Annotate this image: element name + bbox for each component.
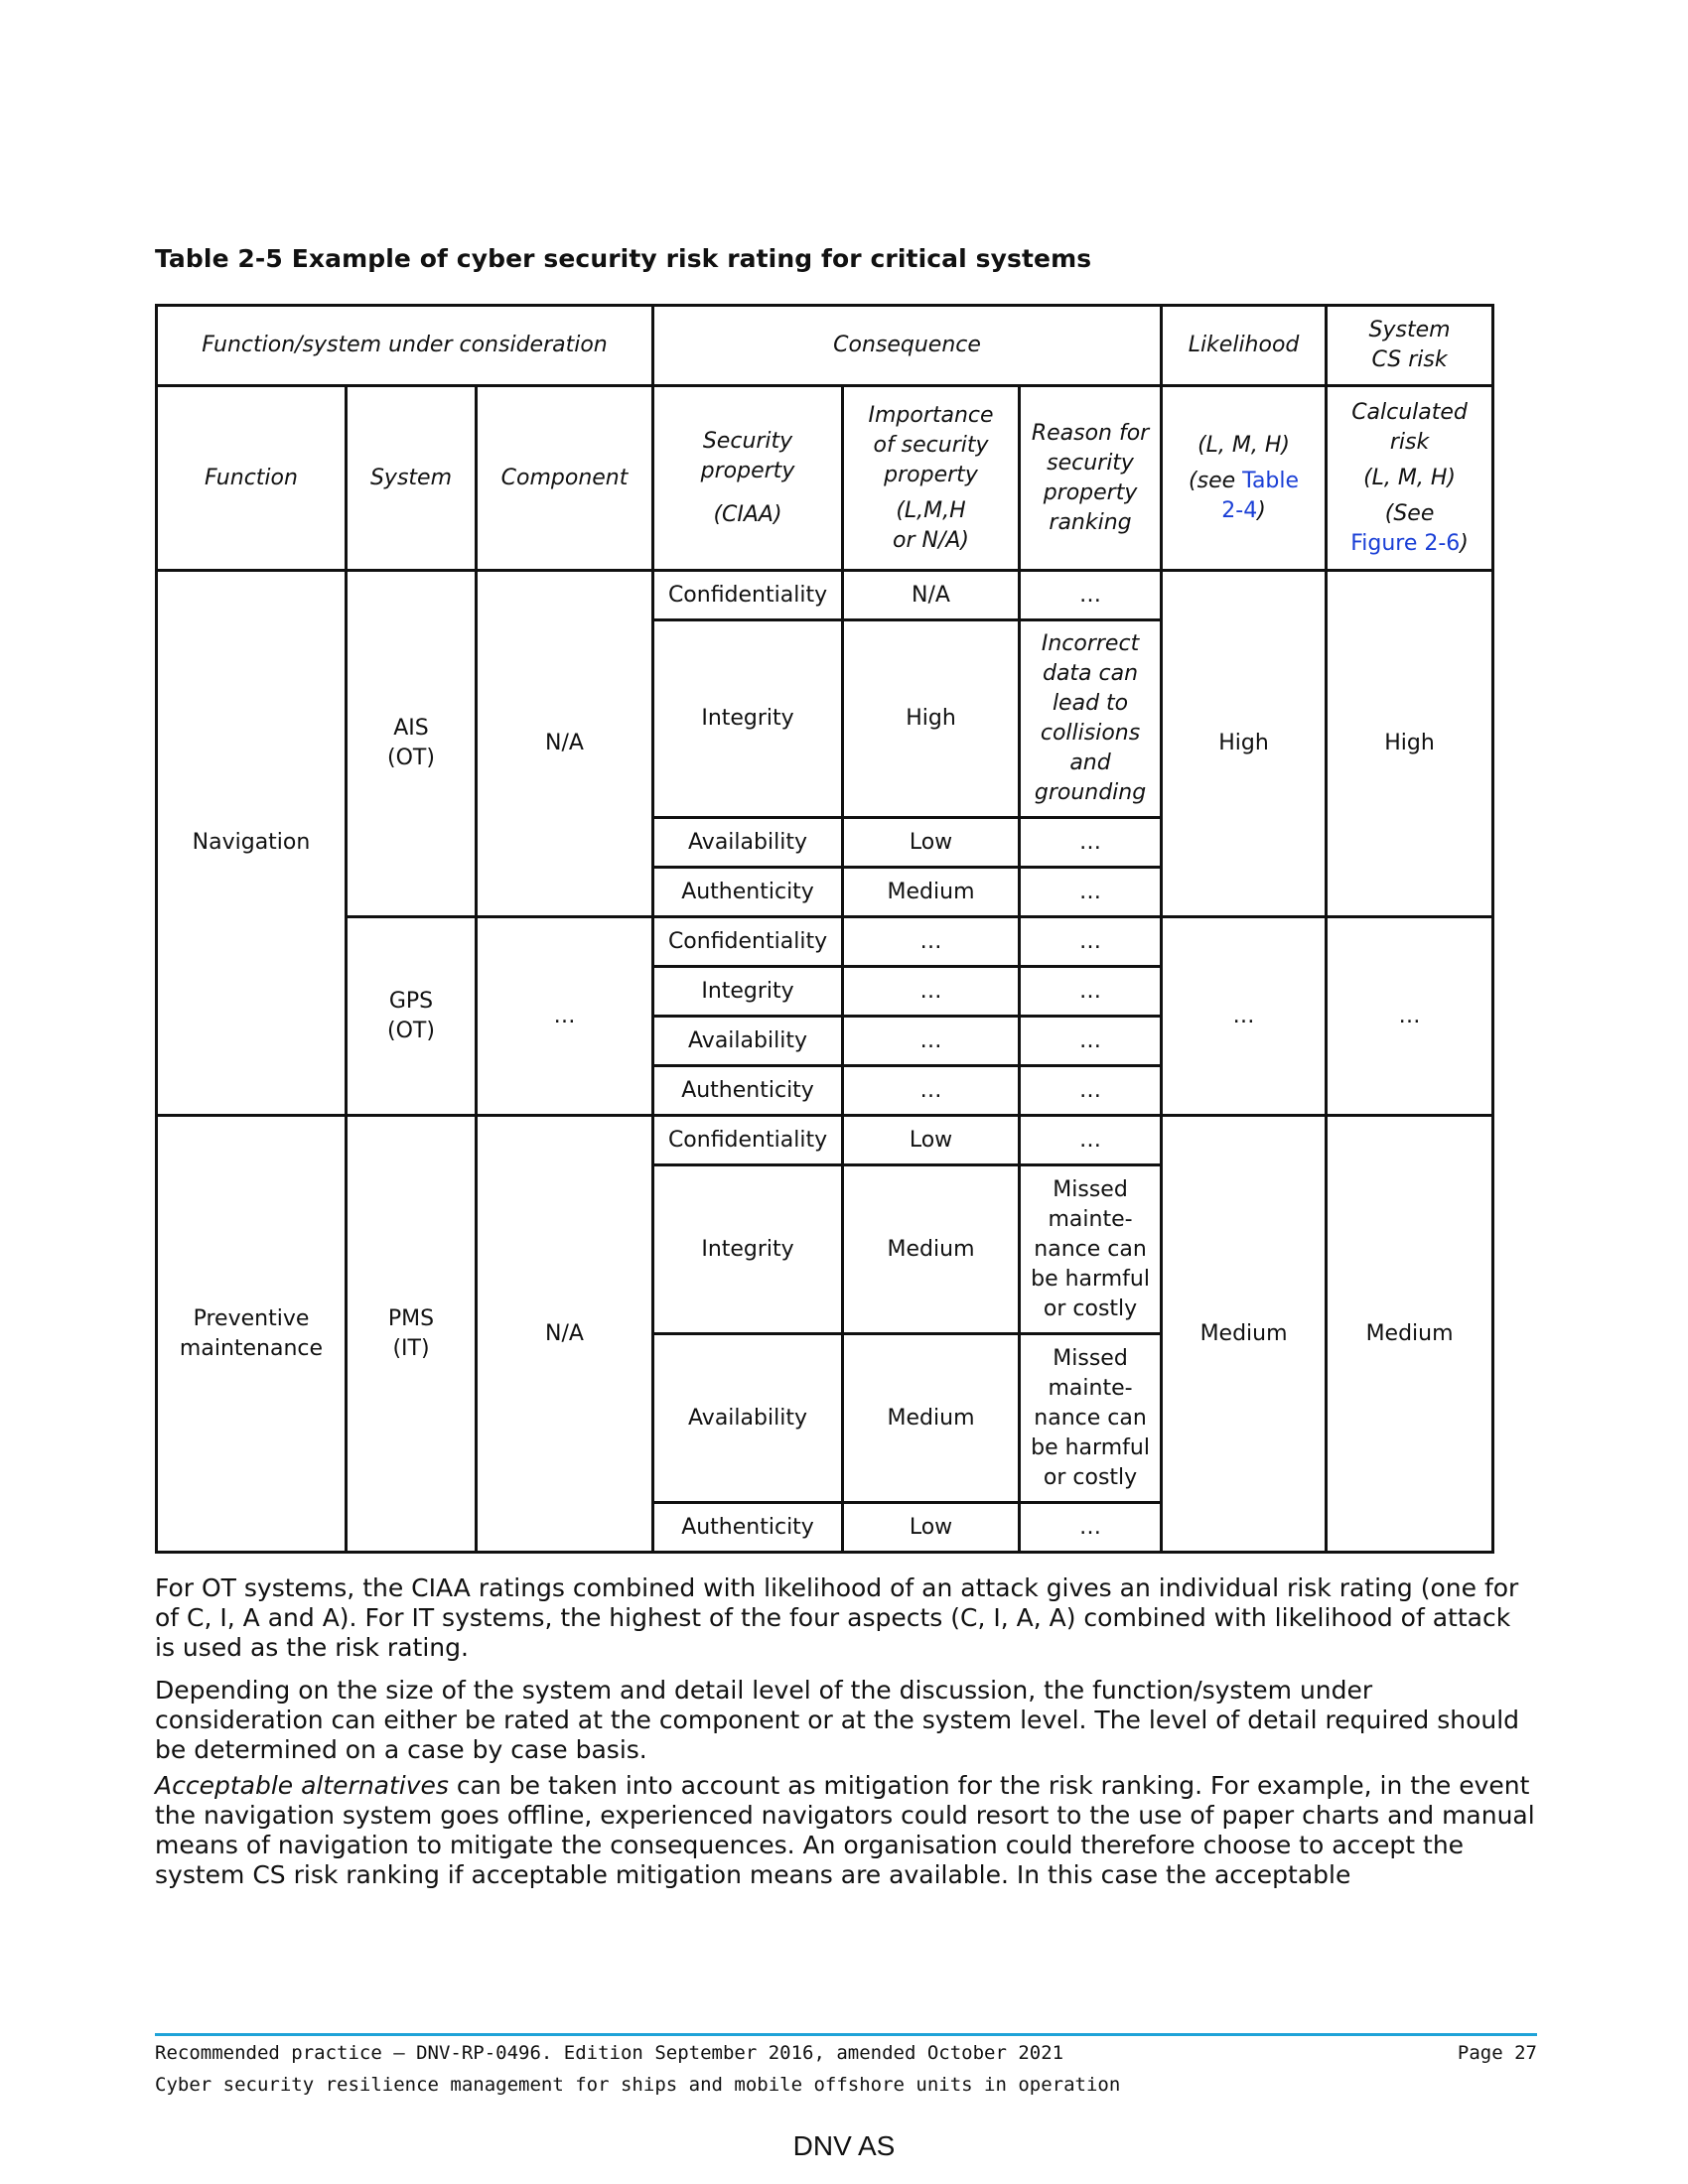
system-ais-name: AIS xyxy=(393,716,429,741)
table-2-4-link-cont[interactable]: 2-4 xyxy=(1221,497,1258,523)
header-security-property-l2: property xyxy=(700,458,795,483)
risk-rating-table xyxy=(155,304,1494,1554)
reason-line: be harmful xyxy=(1031,1266,1150,1292)
header-security-property-l3: (CIAA) xyxy=(713,501,782,527)
table-title: Table 2-5 Example of cyber security risk rating for critical systems xyxy=(155,244,1092,273)
figure-2-6-link[interactable]: Figure 2-6 xyxy=(1350,530,1461,556)
header-reason xyxy=(1020,386,1162,571)
header-importance-l3: property xyxy=(884,462,978,487)
paragraph-ot-it-ratings: For OT systems, the CIAA ratings combined with likelihood of an attack gives an individual risk rating (one for of C, I, A and A). For IT systems, the highest of the four aspects (C, I, A, A) combined with likelihood of attack is used as the risk rating. xyxy=(155,1573,1519,1662)
paragraph-detail-level: Depending on the size of the system and detail level of the discussion, the function/system under consideration can either be rated at the component or at the system level. The level of detail required should be determined on a case by case basis. xyxy=(155,1676,1520,1764)
property-cell: Integrity xyxy=(653,967,843,1017)
property-cell: Availability xyxy=(653,818,843,868)
header-calc-l3: (L, M, H) xyxy=(1363,465,1456,490)
header-likelihood: Likelihood xyxy=(1162,306,1327,386)
property-cell: Confidentiality xyxy=(653,1116,843,1165)
property-cell: Confidentiality xyxy=(653,917,843,967)
header-security-property xyxy=(653,386,843,571)
header-importance-l5: or N/A) xyxy=(893,527,970,553)
reason-cell-pms-availability xyxy=(1020,1334,1162,1503)
paragraph-acceptable-alternatives-rest: can be taken into account as mitigation for the risk ranking. For example, in the event the navigation system goes offline, experienced navigators could resort to the use of paper charts and manual means of navigation to mitigate the consequences. An organisation could therefore choose to accept the system CS risk ranking if acceptable mitigation means are available. In this case the acceptable xyxy=(155,1771,1535,1889)
header-consequence: Consequence xyxy=(653,306,1162,386)
header-system-cs-risk-line2: CS risk xyxy=(1371,347,1448,372)
system-ais-type: (OT) xyxy=(387,746,435,770)
header-calc-l1: Calculated xyxy=(1351,399,1468,425)
header-close-paren: ) xyxy=(1257,497,1266,523)
reason-line: nance can xyxy=(1034,1405,1147,1431)
header-system-cs-risk xyxy=(1327,306,1493,386)
importance-cell: High xyxy=(843,620,1020,818)
importance-cell: … xyxy=(843,917,1020,967)
footer-document-id: Recommended practice — DNV-RP-0496. Edition September 2016, amended October 2021 xyxy=(155,2042,1064,2064)
reason-line: data can xyxy=(1042,661,1139,686)
importance-cell: N/A xyxy=(843,571,1020,620)
header-reason-l2: security xyxy=(1047,450,1134,476)
system-pms-type: (IT) xyxy=(392,1335,430,1361)
reason-cell-ais-integrity xyxy=(1020,620,1162,818)
table-row xyxy=(157,1116,1493,1165)
component-pms: N/A xyxy=(477,1116,653,1553)
system-gps xyxy=(347,917,477,1116)
likelihood-ais: High xyxy=(1162,571,1327,917)
reason-cell: … xyxy=(1020,917,1162,967)
importance-cell: … xyxy=(843,967,1020,1017)
reason-cell-pms-integrity xyxy=(1020,1165,1162,1334)
reason-cell: … xyxy=(1020,1066,1162,1116)
header-function: Function xyxy=(157,386,347,571)
header-component: Component xyxy=(477,386,653,571)
component-gps: … xyxy=(477,917,653,1116)
property-cell: Integrity xyxy=(653,1165,843,1334)
acceptable-alternatives-term: Acceptable alternatives xyxy=(155,1771,449,1800)
header-see: (see xyxy=(1189,468,1243,493)
importance-cell: Low xyxy=(843,1503,1020,1553)
component-ais: N/A xyxy=(477,571,653,917)
header-importance xyxy=(843,386,1020,571)
importance-cell: … xyxy=(843,1017,1020,1066)
reason-line: Missed xyxy=(1053,1176,1128,1202)
property-cell: Authenticity xyxy=(653,868,843,917)
property-cell: Authenticity xyxy=(653,1066,843,1116)
importance-cell: Low xyxy=(843,818,1020,868)
header-row-2 xyxy=(157,386,1493,571)
property-cell: Authenticity xyxy=(653,1503,843,1553)
reason-line: lead to xyxy=(1052,691,1129,716)
header-calc-close: ) xyxy=(1460,530,1469,556)
likelihood-pms: Medium xyxy=(1162,1116,1327,1553)
header-calc-l2: risk xyxy=(1389,429,1430,455)
reason-cell: … xyxy=(1020,818,1162,868)
table-2-4-link[interactable]: Table xyxy=(1242,468,1300,493)
reason-line: or costly xyxy=(1043,1296,1138,1321)
header-reason-l4: ranking xyxy=(1049,509,1132,535)
header-security-property-l1: Security xyxy=(702,428,793,454)
paragraph-acceptable-alternatives xyxy=(155,1771,1535,1890)
reason-line: mainte- xyxy=(1048,1206,1133,1232)
reason-cell: … xyxy=(1020,1503,1162,1553)
reason-cell: … xyxy=(1020,571,1162,620)
reason-line: or costly xyxy=(1043,1464,1138,1490)
property-cell: Integrity xyxy=(653,620,843,818)
reason-line: Incorrect xyxy=(1041,631,1140,656)
importance-cell: Medium xyxy=(843,1334,1020,1503)
system-pms xyxy=(347,1116,477,1553)
function-preventive-maintenance xyxy=(157,1116,347,1553)
function-pm-l1: Preventive xyxy=(193,1305,310,1331)
company-name: DNV AS xyxy=(792,2130,896,2161)
header-function-system: Function/system under consideration xyxy=(157,306,653,386)
property-cell: Availability xyxy=(653,1334,843,1503)
system-gps-name: GPS xyxy=(388,988,434,1014)
table-row xyxy=(157,571,1493,620)
reason-cell: … xyxy=(1020,868,1162,917)
header-importance-l2: of security xyxy=(873,432,989,458)
importance-cell: … xyxy=(843,1066,1020,1116)
header-system: System xyxy=(347,386,477,571)
reason-line: mainte- xyxy=(1048,1375,1133,1401)
risk-ais: High xyxy=(1327,571,1493,917)
reason-cell: … xyxy=(1020,1116,1162,1165)
system-gps-type: (OT) xyxy=(387,1018,435,1043)
header-system-cs-risk-line1: System xyxy=(1368,318,1451,342)
reason-line: collisions xyxy=(1040,721,1141,746)
header-importance-l4: (L,M,H xyxy=(896,497,966,523)
function-navigation: Navigation xyxy=(157,571,347,1116)
reason-line: Missed xyxy=(1053,1345,1128,1371)
risk-gps: … xyxy=(1327,917,1493,1116)
table-row xyxy=(157,917,1493,967)
importance-cell: Low xyxy=(843,1116,1020,1165)
reason-line: and xyxy=(1069,751,1111,775)
importance-cell: Medium xyxy=(843,868,1020,917)
header-reason-l1: Reason for xyxy=(1031,420,1150,446)
system-pms-name: PMS xyxy=(387,1305,435,1331)
page-number: Page 27 xyxy=(1457,2042,1537,2064)
header-calculated-risk xyxy=(1327,386,1493,571)
header-reason-l3: property xyxy=(1043,479,1138,505)
header-calc-l4: (See xyxy=(1384,500,1435,526)
property-cell: Availability xyxy=(653,1017,843,1066)
function-pm-l2: maintenance xyxy=(179,1335,324,1361)
reason-line: be harmful xyxy=(1031,1434,1150,1460)
likelihood-gps: … xyxy=(1162,917,1327,1116)
header-importance-l1: Importance xyxy=(868,402,994,428)
risk-pms: Medium xyxy=(1327,1116,1493,1553)
reason-line: grounding xyxy=(1034,780,1147,805)
header-likelihood-scale xyxy=(1162,386,1327,571)
reason-cell: … xyxy=(1020,967,1162,1017)
reason-line: nance can xyxy=(1034,1236,1147,1262)
header-lmh: (L, M, H) xyxy=(1197,432,1290,458)
reason-cell: … xyxy=(1020,1017,1162,1066)
property-cell: Confidentiality xyxy=(653,571,843,620)
importance-cell: Medium xyxy=(843,1165,1020,1334)
system-ais xyxy=(347,571,477,917)
footer-document-title: Cyber security resilience management for ships and mobile offshore units in operation xyxy=(155,2074,1121,2096)
footer-divider xyxy=(155,2033,1537,2036)
header-row-1 xyxy=(157,306,1493,386)
